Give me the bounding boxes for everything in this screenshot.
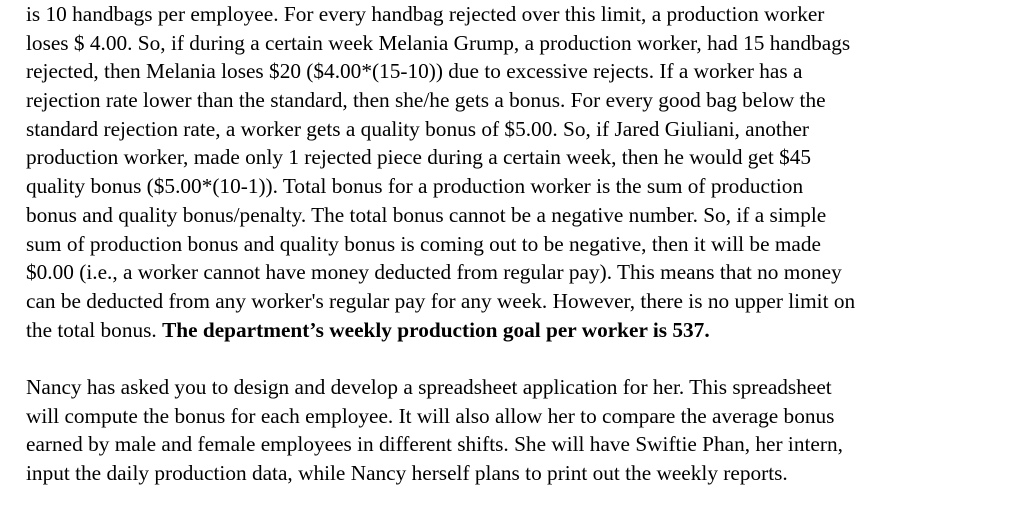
text-line: Nancy has asked you to design and develop a spreadsheet application for her. This spreadsheet [26,374,832,399]
text-line: earned by male and female employees in different shifts. She will have Swiftie Phan, her intern, [26,432,843,457]
text-line: standard rejection rate, a worker gets a quality bonus of $5.00. So, if Jared Giuliani, another [26,116,810,141]
text-line: rejection rate lower than the standard, then she/he gets a bonus. For every good bag below the [26,88,826,113]
text-line: quality bonus ($5.00*(10-1)). Total bonus for a production worker is the sum of production [26,174,804,199]
text-line: production worker, made only 1 rejected piece during a certain week, then he would get $45 [26,145,812,170]
production-goal-statement: The department’s weekly production goal per worker is 537. [162,317,710,342]
text-line: rejected, then Melania loses $20 ($4.00*(15-10)) due to excessive rejects. If a worker has a [26,59,803,84]
text-line: is 10 handbags per employee. For every handbag rejected over this limit, a production worker [26,2,825,26]
text-line: bonus and quality bonus/penalty. The total bonus cannot be a negative number. So, if a simple [26,202,827,227]
paragraph-spacer [26,344,1016,373]
document-body [26,0,1016,488]
text-line: sum of production bonus and quality bonus is coming out to be negative, then it will be made [26,231,821,256]
text-line: input the daily production data, while Nancy herself plans to print out the weekly reports. [26,461,788,485]
paragraph-bonus-rules [26,0,1016,344]
text-line: $0.00 (i.e., a worker cannot have money deducted from regular pay). This means that no money [26,260,842,285]
paragraph-spreadsheet-request [26,373,1016,488]
text-line: can be deducted from any worker's regular pay for any week. However, there is no upper limit on [26,288,856,313]
text-line: will compute the bonus for each employee. It will also allow her to compare the average bonus [26,403,835,428]
text-line: loses $ 4.00. So, if during a certain week Melania Grump, a production worker, had 15 handbags [26,30,851,55]
text-line-final [26,316,1016,345]
text-plain: the total bonus. [26,317,163,342]
